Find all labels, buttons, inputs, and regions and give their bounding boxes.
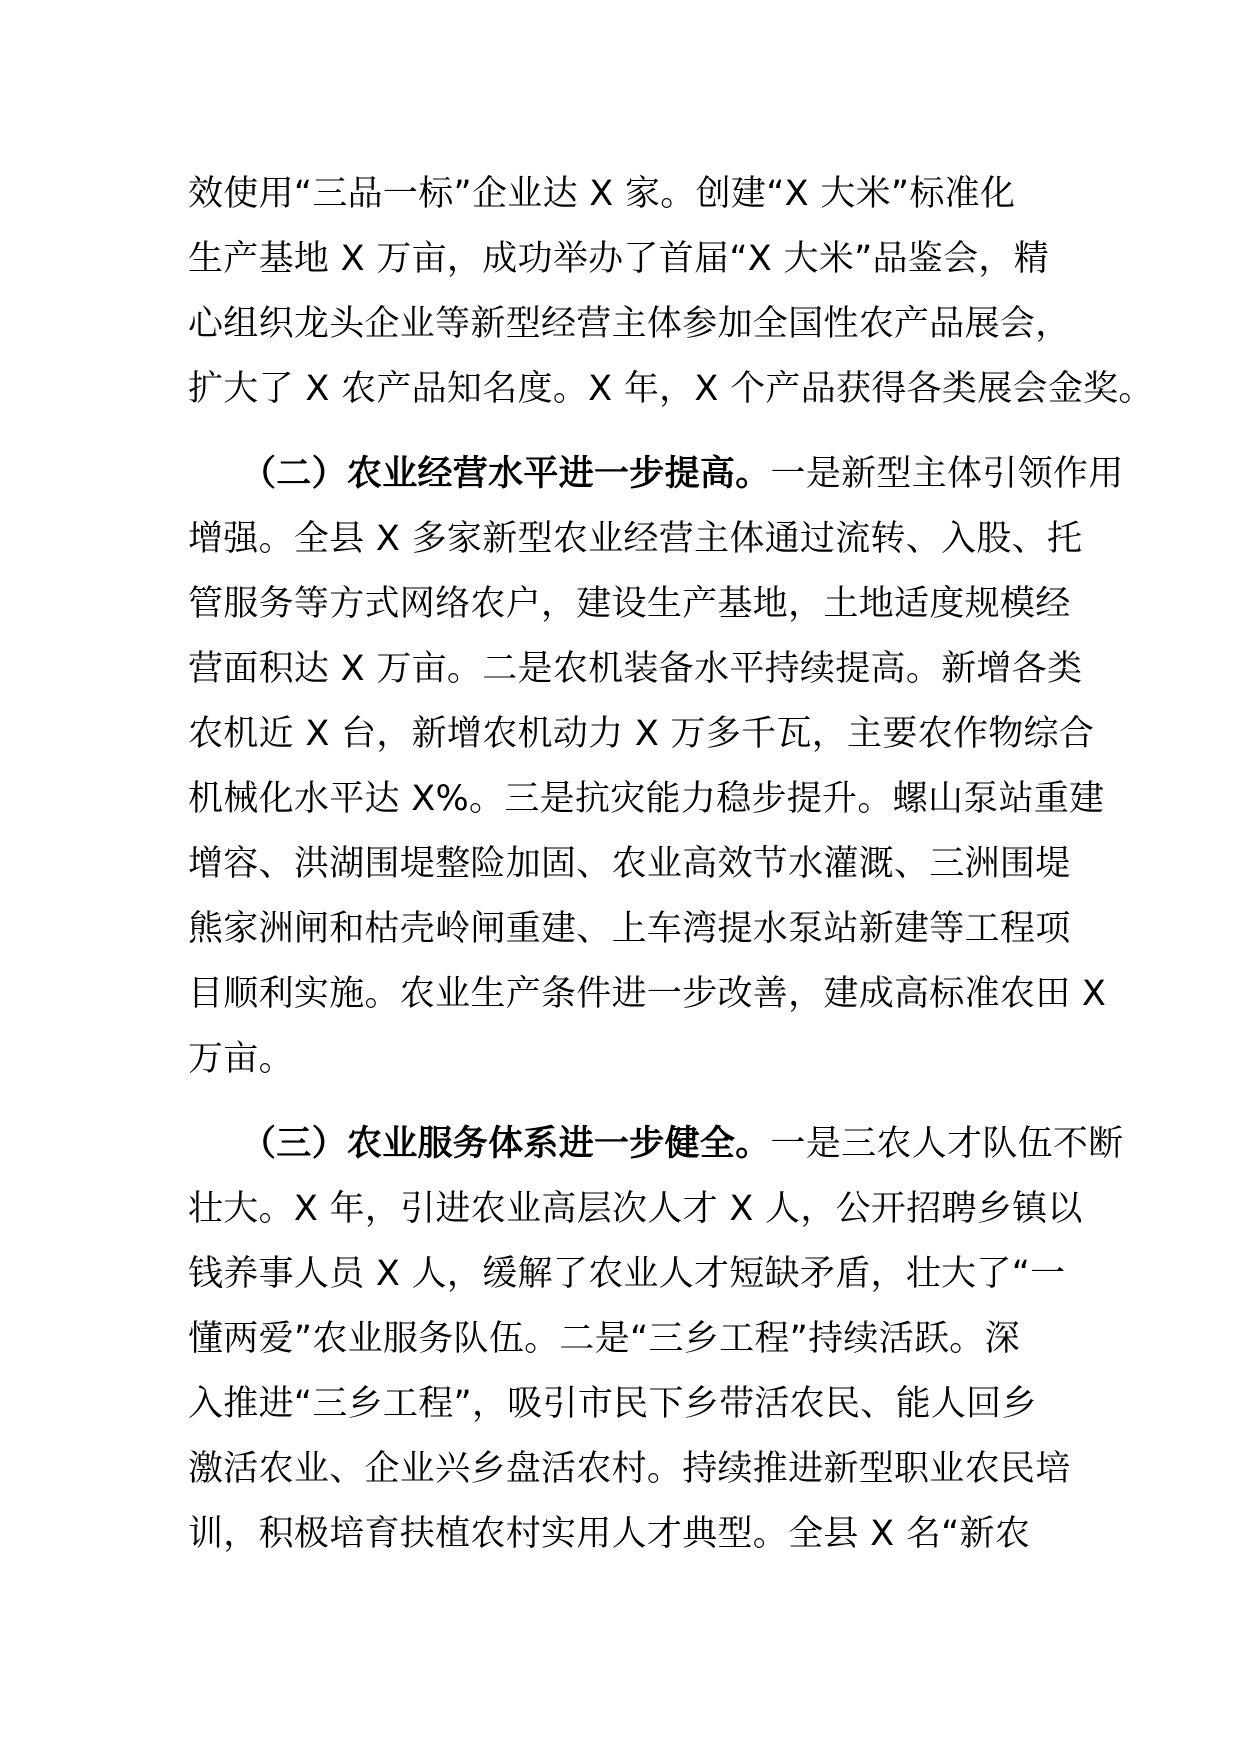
text-line: 激活农业、企业兴乡盘活农村。持续推进新型职业农民培 bbox=[188, 1449, 1071, 1489]
text-line: 目顺利实施。农业生产条件进一步改善，建成高标准农田 X bbox=[188, 974, 1107, 1014]
paragraph-gap bbox=[188, 422, 1068, 442]
paragraph-2 bbox=[188, 442, 1124, 1092]
body-text bbox=[188, 162, 1154, 1567]
text-line: 扩大了 X 农产品知名度。X 年，X 个产品获得各类展会金奖。 bbox=[188, 369, 1154, 409]
text-line: 心组织龙头企业等新型经营主体参加全国性农产品展会， bbox=[188, 304, 1071, 344]
text-line: 增强。全县 X 多家新型农业经营主体通过流转、入股、托 bbox=[188, 519, 1083, 559]
text-line: 入推进“三乡工程”，吸引市民下乡带活农民、能人回乡 bbox=[188, 1384, 1037, 1424]
text-line: 管服务等方式网络农户，建设生产基地，土地适度规模经 bbox=[188, 584, 1071, 624]
text-line: 生产基地 X 万亩，成功举办了首届“X 大米”品鉴会，精 bbox=[188, 239, 1049, 279]
text-line: 万亩。 bbox=[188, 1039, 294, 1079]
paragraph-1 bbox=[188, 162, 1154, 422]
section-heading: （二）农业经营水平进一步提高。 bbox=[241, 454, 771, 494]
text-line: 增容、洪湖围堤整险加固、农业高效节水灌溉、三洲围堤 bbox=[188, 844, 1071, 884]
text-line: 机械化水平达 X%。三是抗灾能力稳步提升。螺山泵站重建 bbox=[188, 779, 1105, 819]
text-line: 熊家洲闸和枯壳岭闸重建、上车湾提水泵站新建等工程项 bbox=[188, 909, 1071, 949]
text-line: 懂两爱”农业服务队伍。二是“三乡工程”持续活跃。深 bbox=[188, 1319, 1020, 1359]
section-heading: （三）农业服务体系进一步健全。 bbox=[241, 1124, 771, 1164]
text-run: 一是三农人才队伍不断 bbox=[770, 1124, 1124, 1164]
paragraph-3 bbox=[188, 1112, 1124, 1567]
text-run: 一是新型主体引领作用 bbox=[770, 454, 1124, 494]
text-line bbox=[188, 1112, 1124, 1177]
text-line bbox=[188, 442, 1124, 507]
paragraph-gap bbox=[188, 1092, 1068, 1112]
text-line: 效使用“三品一标”企业达 X 家。创建“X 大米”标准化 bbox=[188, 174, 1016, 214]
text-line: 农机近 X 台，新增农机动力 X 万多千瓦，主要农作物综合 bbox=[188, 714, 1095, 754]
text-line: 钱养事人员 X 人，缓解了农业人才短缺矛盾，壮大了“一 bbox=[188, 1254, 1066, 1294]
text-line: 训，积极培育扶植农村实用人才典型。全县 X 名“新农 bbox=[188, 1514, 1031, 1554]
text-line: 营面积达 X 万亩。二是农机装备水平持续提高。新增各类 bbox=[188, 649, 1083, 689]
text-line: 壮大。X 年，引进农业高层次人才 X 人，公开招聘乡镇以 bbox=[188, 1189, 1083, 1229]
